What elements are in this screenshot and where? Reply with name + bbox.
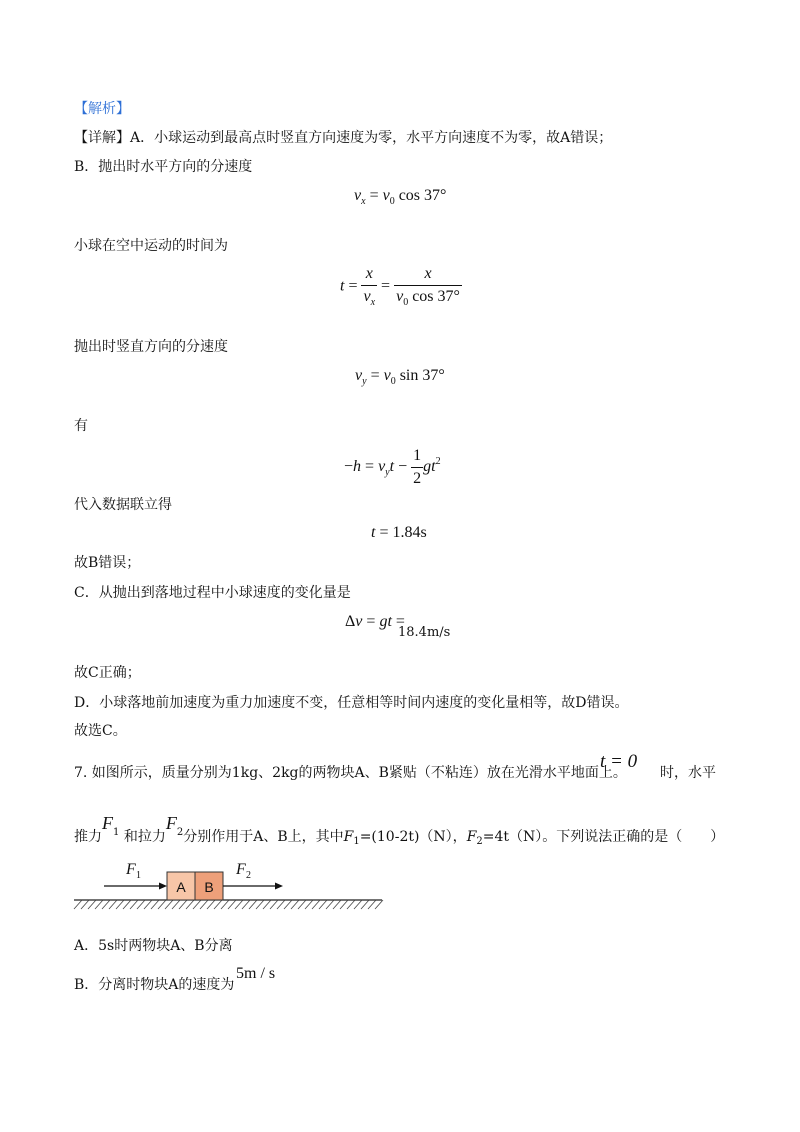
equation-time: t = $\frac{x}{v_x}$ = $\frac{x}{v_0 \cos 37^\circ}$ <box>340 265 460 308</box>
f2-label: F <box>236 861 246 878</box>
f1-label: F <box>126 861 136 878</box>
equation-vx: $v_x = v_0$ cos 37° <box>354 187 447 207</box>
statement-b-intro: B．抛出时水平方向的分速度 <box>74 159 253 175</box>
statement-c-intro: C．从抛出到落地过程中小球速度的变化量是 <box>74 585 351 601</box>
block-b-label: B <box>204 879 214 895</box>
question-7-text: 7. 如图所示，质量分别为1kg、2kg的两物块A、B紧贴（不粘连）放在光滑水平地面上。 <box>74 765 627 781</box>
apply-label: 分别作用于A、B上，其中 <box>183 829 344 845</box>
f1-expression: =(10-2t)（N）， <box>359 829 467 845</box>
you-text: 有 <box>74 418 88 434</box>
pull-label: 和拉力 <box>123 829 166 845</box>
substitute-text: 代入数据联立得 <box>74 497 172 513</box>
push-label: 推力 <box>74 829 102 845</box>
equation-t-value: t = 1.84s <box>371 524 427 541</box>
f1-arrowhead <box>159 883 167 890</box>
equation-displacement: $-h = v_yt$ − $\frac{1}{2}$ $gt^2$ <box>344 447 441 487</box>
equation-vy: $v_y = v_0$ sin 37° <box>355 367 445 387</box>
f2-subscript: 2 <box>246 870 251 881</box>
force-diagram <box>70 858 390 914</box>
f1-subscript: 1 <box>136 870 141 881</box>
analysis-header: 【解析】 <box>74 101 130 117</box>
f2-arrowhead <box>275 883 283 890</box>
time-text: 小球在空中运动的时间为 <box>74 238 228 254</box>
delta-v-value: 18.4m/s <box>398 625 451 640</box>
t-zero: t = 0 <box>600 751 638 772</box>
equation-delta-v: Δv = gt = <box>345 613 405 630</box>
c-conclusion: 故C正确； <box>74 665 141 681</box>
option-b-value: 5m / s <box>236 965 276 982</box>
answer-text: 故选C。 <box>74 723 127 739</box>
statement-d: D．小球落地前加速度为重力加速度不变，任意相等时间内速度的变化量相等，故D错误。 <box>74 695 629 711</box>
question-7-line-2: 推力$F^1$ 和拉力$F^2$分别作用于A、B上，其中$F_1=(10-2t)(N)$，$F_2=4t(N)$。下列说法正确的是（ ） <box>74 813 725 847</box>
t-value: 1.84s <box>392 524 427 541</box>
vy-text: 抛出时竖直方向的分速度 <box>74 339 228 355</box>
option-a: A．5s时两物块A、B分离 <box>74 938 233 954</box>
ground-hatch <box>74 900 383 909</box>
b-conclusion: 故B错误； <box>74 555 141 571</box>
f2-expression: =4t（N）。下列说法正确的是（ ） <box>482 829 725 845</box>
block-a-label: A <box>176 879 186 895</box>
question-7-line-1-end: 时，水平 <box>660 765 716 781</box>
question-7-line-1 <box>74 766 627 780</box>
detail-lead: 【详解】 <box>74 130 130 146</box>
detail-line-a <box>74 131 612 145</box>
statement-a: A．小球运动到最高点时竖直方向速度为零，水平方向速度不为零，故A错误； <box>130 130 613 146</box>
option-b: B．分离时物块A的速度为 <box>74 977 235 993</box>
